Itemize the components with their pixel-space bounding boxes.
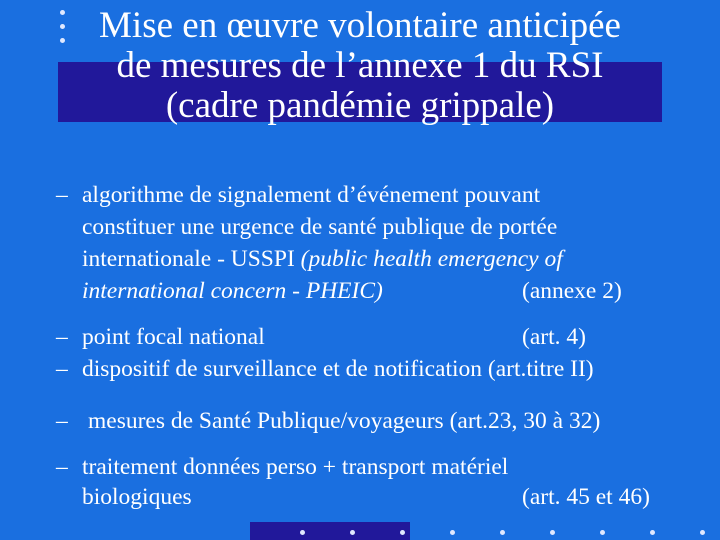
dot-icon xyxy=(450,530,455,535)
slide-title xyxy=(0,6,720,126)
bullet-line: dispositif de surveillance et de notification (art.titre II) xyxy=(82,356,594,382)
bullet-line: traitement données perso + transport matériel xyxy=(82,454,509,480)
dot-icon xyxy=(700,530,705,535)
dot-icon xyxy=(500,530,505,535)
bullet-reference: (annexe 2) xyxy=(522,278,622,304)
title-line-1: Mise en œuvre volontaire anticipée xyxy=(99,5,621,46)
bullet-line: mesures de Santé Publique/voyageurs (art.23, 30 à 32) xyxy=(88,408,601,434)
title-line-3: (cadre pandémie grippale) xyxy=(165,85,555,126)
bullet-line: biologiques xyxy=(82,484,192,510)
dot-icon xyxy=(600,530,605,535)
bullet-text: internationale - USSPI xyxy=(82,246,301,272)
bullet-dash: – xyxy=(56,408,68,434)
dot-icon xyxy=(650,530,655,535)
bullet-line-italic: international concern - PHEIC) xyxy=(82,278,383,304)
bullet-reference: (art. 4) xyxy=(522,324,586,350)
bullet-dash: – xyxy=(56,182,68,208)
title-line-2: de mesures de l’annexe 1 du RSI xyxy=(116,45,604,86)
bullet-line: constituer une urgence de santé publique de portée xyxy=(82,214,558,240)
bullet-text-italic: (public health emergency of xyxy=(300,246,563,272)
bullet-line xyxy=(82,244,563,274)
bullet-dash: – xyxy=(56,324,68,350)
dot-icon xyxy=(550,530,555,535)
bullet-reference: (art. 45 et 46) xyxy=(522,484,650,510)
bullet-line: point focal national xyxy=(82,324,265,350)
bullet-dash: – xyxy=(56,356,68,382)
bottom-decoration-band xyxy=(250,522,410,540)
bullet-dash: – xyxy=(56,454,68,480)
bullet-line: algorithme de signalement d’événement pouvant xyxy=(82,182,541,208)
